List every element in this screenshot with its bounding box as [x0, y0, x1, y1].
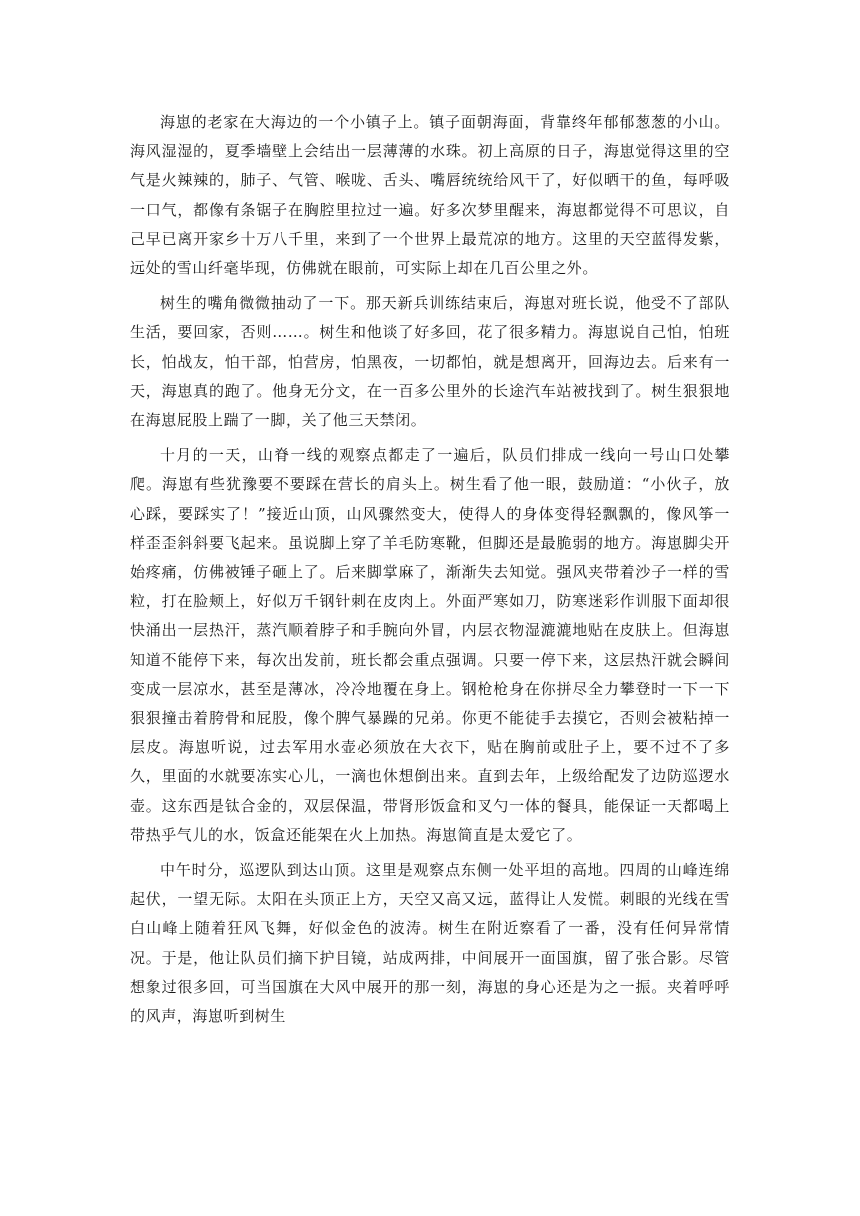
paragraph-hometown: 海崽的老家在大海边的一个小镇子上。镇子面朝海面，背靠终年郁郁葱葱的小山。海风湿湿的，夏季墙壁上会结出一层薄薄的水珠。初上高原的日子，海崽觉得这里的空气是火辣辣的，肺子、气管、喉咙、舌头、嘴唇统统给风干了，好似晒干的鱼，每呼吸一口气，都像有条锯子在胸腔里拉过一遍。好多次梦里醒来，海崽都觉得不可思议，自己早已离开家乡十万八千里，来到了一个世界上最荒凉的地方。这里的天空蓝得发紫，远处的雪山纤毫毕现，仿佛就在眼前，可实际上却在几百公里之外。 — [130, 113, 730, 278]
paragraph-climb: 十月的一天，山脊一线的观察点都走了一遍后，队员们排成一线向一号山口处攀爬。海崽有些犹豫要不要踩在营长的肩头上。树生看了他一眼，鼓励道：“小伙子，放心踩，要踩实了！”接近山顶，山风骤然变大，使得人的身体变得轻飘飘的，像风筝一样歪歪斜斜要飞起来。虽说脚上穿了羊毛防寒靴，但脚还是最脆弱的地方。海崽脚尖开始疼痛，仿佛被锤子砸上了。后来脚掌麻了，渐渐失去知觉。强风夹带着沙子一样的雪粒，打在脸颊上，好似万千钢针刺在皮肉上。外面严寒如刀，防寒迷彩作训服下面却很快涌出一层热汗，蒸汽顺着脖子和手腕向外冒，内层衣物湿漉漉地贴在皮肤上。但海崽知道不能停下来，每次出发前，班长都会重点强调。只要一停下来，这层热汗就会瞬间变成一层凉水，甚至是薄冰，冷冷地覆在身上。钢枪枪身在你拼尽全力攀登时一下一下狠狠撞击着胯骨和屁股，像个脾气暴躁的兄弟。你更不能徒手去摸它，否则会被粘掉一层皮。海崽听说，过去军用水壶必须放在大衣下，贴在胸前或肚子上，要不过不了多久，里面的水就要冻实心儿，一滴也休想倒出来。直到去年，上级给配发了边防巡逻水壶。这东西是钛合金的，双层保温，带肾形饭盒和叉勺一体的餐具，能保证一天都喝上带热乎气儿的水，饭盒还能架在火上加热。海崽简直是太爱它了。 — [130, 446, 730, 844]
article-body — [130, 108, 730, 1037]
paragraph-summit: 中午时分，巡逻队到达山顶。这里是观察点东侧一处平坦的高地。四周的山峰连绵起伏，一望无际。太阳在头顶正上方，天空又高又远，蓝得让人发慌。刺眼的光线在雪白山峰上随着狂风飞舞，好似金色的波涛。树生在附近察看了一番，没有任何异常情况。于是，他让队员们摘下护目镜，站成两排，中间展开一面国旗，留了张合影。尽管想象过很多回，可当国旗在大风中展开的那一刻，海崽的身心还是为之一振。夹着呼呼的风声，海崽听到树生 — [130, 861, 730, 1026]
paragraph-desertion: 树生的嘴角微微抽动了一下。那天新兵训练结束后，海崽对班长说，他受不了部队生活，要回家，否则……。树生和他谈了好多回，花了很多精力。海崽说自己怕，怕班长，怕战友，怕干部，怕营房，怕黑夜，一切都怕，就是想离开，回海边去。后来有一天，海崽真的跑了。他身无分文，在一百多公里外的长途汽车站被找到了。树生狠狠地在海崽屁股上踹了一脚，关了他三天禁闭。 — [130, 294, 730, 430]
